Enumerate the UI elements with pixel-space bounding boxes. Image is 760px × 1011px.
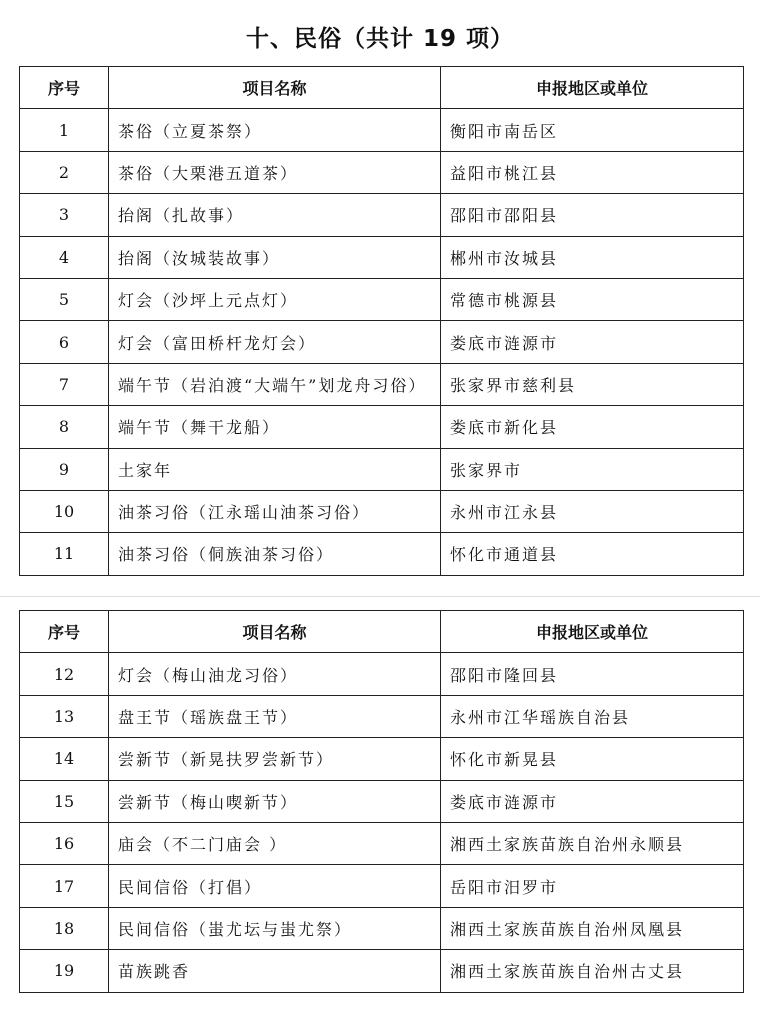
row-project-name: 庙会（不二门庙会 ） bbox=[109, 822, 441, 864]
row-place: 娄底市新化县 bbox=[441, 406, 744, 448]
row-index: 8 bbox=[20, 406, 109, 448]
row-place: 邵阳市邵阳县 bbox=[441, 194, 744, 236]
table-row bbox=[20, 490, 744, 532]
row-index: 15 bbox=[20, 780, 109, 822]
row-place: 邵阳市隆回县 bbox=[441, 653, 744, 695]
row-place: 张家界市 bbox=[441, 448, 744, 490]
table-row bbox=[20, 907, 744, 949]
row-place: 湘西土家族苗族自治州凤凰县 bbox=[441, 907, 744, 949]
row-project-name: 苗族跳香 bbox=[109, 950, 441, 992]
row-index: 6 bbox=[20, 321, 109, 363]
table-row bbox=[20, 151, 744, 193]
row-project-name: 茶俗（大栗港五道茶） bbox=[109, 151, 441, 193]
row-project-name: 油茶习俗（侗族油茶习俗） bbox=[109, 533, 441, 575]
row-place: 岳阳市汨罗市 bbox=[441, 865, 744, 907]
row-place: 永州市江永县 bbox=[441, 490, 744, 532]
row-place: 常德市桃源县 bbox=[441, 278, 744, 320]
row-index: 10 bbox=[20, 490, 109, 532]
row-project-name: 民间信俗（打倡） bbox=[109, 865, 441, 907]
row-project-name: 土家年 bbox=[109, 448, 441, 490]
table-row bbox=[20, 533, 744, 575]
row-index: 19 bbox=[20, 950, 109, 992]
header-place: 申报地区或单位 bbox=[441, 67, 744, 109]
header-name: 项目名称 bbox=[109, 611, 441, 653]
header-index: 序号 bbox=[20, 611, 109, 653]
row-index: 11 bbox=[20, 533, 109, 575]
row-project-name: 灯会（沙坪上元点灯） bbox=[109, 278, 441, 320]
row-index: 9 bbox=[20, 448, 109, 490]
page-divider bbox=[0, 596, 760, 597]
row-project-name: 灯会（富田桥杆龙灯会） bbox=[109, 321, 441, 363]
row-project-name: 民间信俗（蚩尤坛与蚩尤祭） bbox=[109, 907, 441, 949]
page-title: 十、民俗（共计 19 项） bbox=[245, 26, 515, 52]
row-index: 17 bbox=[20, 865, 109, 907]
row-index: 2 bbox=[20, 151, 109, 193]
table-row bbox=[20, 822, 744, 864]
row-project-name: 抬阁（扎故事） bbox=[109, 194, 441, 236]
table-row bbox=[20, 865, 744, 907]
row-index: 14 bbox=[20, 738, 109, 780]
heritage-table-part2 bbox=[19, 610, 744, 993]
row-project-name: 尝新节（新晃扶罗尝新节） bbox=[109, 738, 441, 780]
table-row bbox=[20, 278, 744, 320]
table-row bbox=[20, 406, 744, 448]
row-place: 怀化市新晃县 bbox=[441, 738, 744, 780]
row-index: 1 bbox=[20, 109, 109, 151]
row-project-name: 油茶习俗（江永瑶山油茶习俗） bbox=[109, 490, 441, 532]
row-place: 怀化市通道县 bbox=[441, 533, 744, 575]
heritage-table-part1 bbox=[19, 66, 744, 576]
row-project-name: 尝新节（梅山喫新节） bbox=[109, 780, 441, 822]
row-place: 郴州市汝城县 bbox=[441, 236, 744, 278]
table-row bbox=[20, 653, 744, 695]
table-row bbox=[20, 236, 744, 278]
table-header-row bbox=[20, 611, 744, 653]
row-project-name: 茶俗（立夏茶祭） bbox=[109, 109, 441, 151]
row-index: 18 bbox=[20, 907, 109, 949]
header-place: 申报地区或单位 bbox=[441, 611, 744, 653]
row-index: 4 bbox=[20, 236, 109, 278]
row-place: 永州市江华瑶族自治县 bbox=[441, 695, 744, 737]
row-place: 娄底市涟源市 bbox=[441, 780, 744, 822]
row-index: 3 bbox=[20, 194, 109, 236]
row-index: 5 bbox=[20, 278, 109, 320]
table-row bbox=[20, 950, 744, 992]
table-header-row bbox=[20, 67, 744, 109]
row-project-name: 抬阁（汝城装故事） bbox=[109, 236, 441, 278]
page-break bbox=[0, 586, 760, 608]
row-project-name: 端午节（舞干龙船） bbox=[109, 406, 441, 448]
table-row bbox=[20, 695, 744, 737]
row-project-name: 盘王节（瑶族盘王节） bbox=[109, 695, 441, 737]
row-place: 湘西土家族苗族自治州古丈县 bbox=[441, 950, 744, 992]
table-row bbox=[20, 109, 744, 151]
row-index: 7 bbox=[20, 363, 109, 405]
row-place: 益阳市桃江县 bbox=[441, 151, 744, 193]
row-project-name: 灯会（梅山油龙习俗） bbox=[109, 653, 441, 695]
table-row bbox=[20, 321, 744, 363]
table-row bbox=[20, 194, 744, 236]
row-place: 张家界市慈利县 bbox=[441, 363, 744, 405]
row-project-name: 端午节（岩泊渡“大端午”划龙舟习俗） bbox=[109, 363, 441, 405]
table-row bbox=[20, 448, 744, 490]
header-name: 项目名称 bbox=[109, 67, 441, 109]
table-row bbox=[20, 363, 744, 405]
row-index: 12 bbox=[20, 653, 109, 695]
row-place: 湘西土家族苗族自治州永顺县 bbox=[441, 822, 744, 864]
table-row bbox=[20, 780, 744, 822]
table-row bbox=[20, 738, 744, 780]
row-place: 娄底市涟源市 bbox=[441, 321, 744, 363]
row-index: 13 bbox=[20, 695, 109, 737]
row-index: 16 bbox=[20, 822, 109, 864]
row-place: 衡阳市南岳区 bbox=[441, 109, 744, 151]
header-index: 序号 bbox=[20, 67, 109, 109]
